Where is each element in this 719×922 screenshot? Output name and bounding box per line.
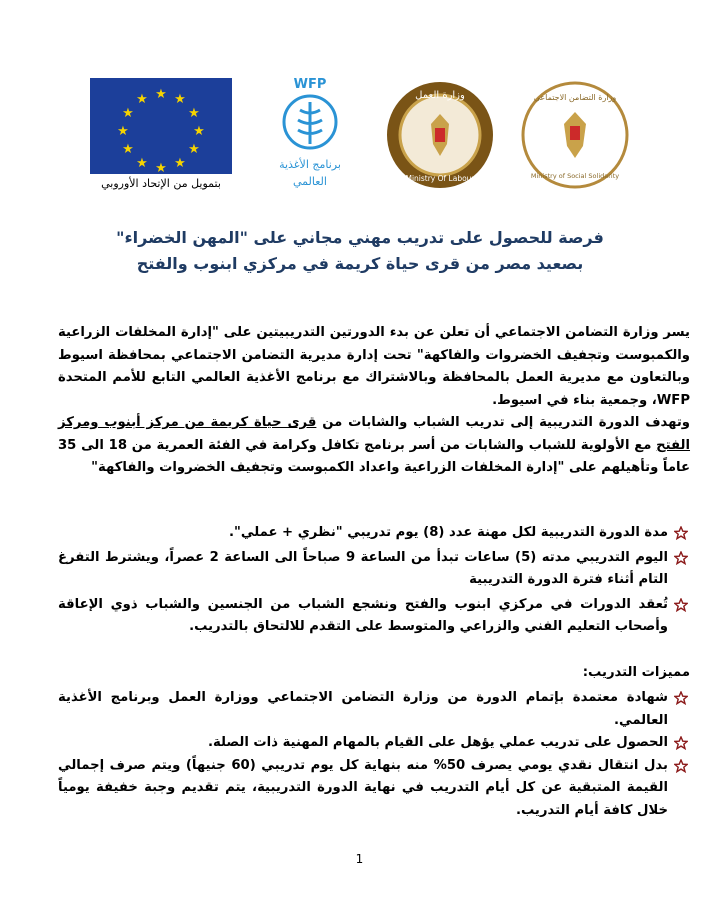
svg-text:★: ★: [174, 92, 186, 107]
feature-text: شهادة معتمدة بإتمام الدورة من وزارة التضامن الاجتماعي ووزارة العمل وبرنامج الأغذية العالمي.: [58, 690, 668, 728]
svg-text:★: ★: [188, 142, 200, 157]
features-list: [58, 687, 690, 822]
intro-p2-start: وتهدف الدورة التدريبية إلى تدريب الشباب والشابات من: [316, 415, 690, 430]
list-item: [58, 687, 690, 732]
page-title: [60, 225, 660, 277]
features-heading: مميزات التدريب:: [582, 665, 690, 680]
logo-bar: [0, 70, 719, 200]
star-bullet-icon: [674, 598, 688, 612]
intro-p2-underlined: قرى حياة كريمة من مركز أبنوب ومركز الفتح: [58, 415, 691, 453]
svg-text:★: ★: [174, 156, 186, 171]
list-item: [58, 732, 690, 755]
wfp-arabic-1: برنامج الأغذية: [279, 158, 341, 171]
list-item: [58, 594, 690, 639]
details-list: [58, 522, 690, 639]
svg-text:★: ★: [155, 87, 167, 102]
svg-text:★: ★: [188, 106, 200, 121]
title-line-2: بصعيد مصر من قرى حياة كريمة في مركزي ابنوب والفتح: [136, 254, 584, 273]
star-bullet-icon: [674, 526, 688, 540]
list-item: [58, 755, 690, 823]
intro-paragraph-2: [58, 412, 690, 480]
star-bullet-icon: [674, 691, 688, 705]
intro-p2-end: مع الأولوية للشباب والشابات من أسر برنامج تكافل وكرامة في الفئة العمرية من 18 الى 35 عاماً وتأهيلهم على "إدارة المخلفات الزراعية واعداد الكمبوست وتجفيف الخضروات والفاكهة": [58, 437, 690, 475]
svg-text:★: ★: [136, 92, 148, 107]
svg-text:★: ★: [122, 142, 134, 157]
detail-text: اليوم التدريبي مدته (5) ساعات تبدأ من الساعة 9 صباحاً الى الساعة 2 عصراً، ويشترط التفرغ التام أثناء فترة الدورة التدريبية: [58, 549, 669, 587]
svg-text:★: ★: [155, 161, 167, 174]
labour-arabic: وزارة العمل: [415, 90, 465, 101]
labour-english: Ministry Of Labour: [405, 174, 475, 183]
svg-text:★: ★: [117, 124, 129, 139]
ministry-of-social-solidarity-logo: [520, 80, 630, 190]
list-item: [58, 522, 690, 545]
title-line-1: فرصة للحصول على تدريب مهني مجاني على "المهن الخضراء": [116, 228, 604, 247]
feature-text: الحصول على تدريب عملي يؤهل على القيام بالمهام المهنية ذات الصلة.: [207, 735, 668, 750]
social-arabic: وزارة التضامن الاجتماعي: [533, 93, 617, 102]
wfp-label: WFP: [293, 77, 327, 92]
intro-paragraph-1: يسر وزارة التضامن الاجتماعي أن تعلن عن بدء الدورتين التدريبيتين على "إدارة المخلفات الزراعية والكمبوست وتجفيف الخضروات والفاكهة" تحت إدارة مديرية التضامن الاجتماعي بمحافظة اسيوط وبالتعاون مع مديرية العمل بالمحافظة وبالاشتراك مع برنامج الأغذية العالمي التابع للأمم المتحدة WFP، وجمعية بناء في اسيوط.: [58, 325, 690, 408]
eu-flag-logo: [90, 78, 232, 174]
detail-text: مدة الدورة التدريبية لكل مهنة عدد (8) يوم تدريبي "نظري + عملي".: [229, 525, 668, 540]
detail-text: تُعقد الدورات في مركزي ابنوب والفتح ونشجع الشباب من الجنسين والشباب ذوي الإعاقة وأصحاب التعليم الفني والزراعي والمتوسط على التقدم للالتحاق بالتدريب.: [58, 596, 668, 634]
svg-text:★: ★: [193, 124, 205, 139]
svg-text:★: ★: [136, 156, 148, 171]
wfp-arabic-2: العالمي: [293, 175, 327, 188]
star-bullet-icon: [674, 759, 688, 773]
page-number: 1: [355, 852, 364, 866]
svg-text:★: ★: [122, 106, 134, 121]
feature-text: بدل انتقال نقدي يومي يصرف 50% منه بنهاية كل يوم تدريبي (60 جنيهاً) ويتم صرف إجمالي القيمة المتبقية عن كل أيام التدريب في نهاية الدورة التدريبية، يتم تقديم وجبة خفيفة يومياً خلال كافة أيام التدريب.: [58, 757, 668, 818]
social-english: Ministry of Social Solidarity: [530, 172, 620, 180]
wfp-logo: [262, 72, 358, 192]
eu-caption: بتمويل من الإتحاد الأوروبي: [101, 177, 221, 190]
star-bullet-icon: [674, 551, 688, 565]
list-item: [58, 547, 690, 592]
star-bullet-icon: [674, 736, 688, 750]
ministry-of-labour-logo: [385, 80, 495, 190]
